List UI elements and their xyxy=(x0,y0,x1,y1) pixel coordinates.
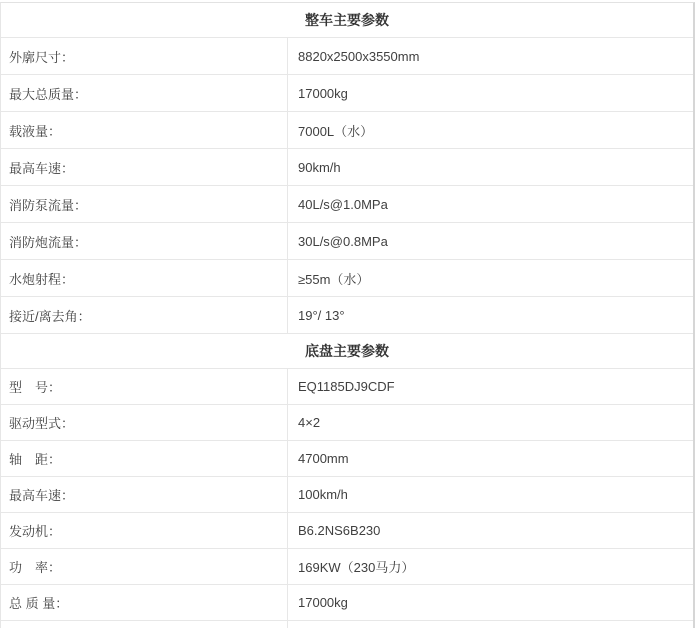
spec-label: 最大总质量： xyxy=(1,75,288,111)
section-title-vehicle: 整车主要参数 xyxy=(1,3,693,38)
spec-label: 驱动型式： xyxy=(1,405,288,440)
spec-value: ≥55m（水） xyxy=(298,271,370,287)
spec-value: 100km/h xyxy=(298,487,348,502)
spec-label xyxy=(1,621,288,628)
table-row xyxy=(1,223,693,260)
table-row xyxy=(1,369,693,405)
spec-label: 水炮射程： xyxy=(1,260,288,296)
spec-label: 功 率： xyxy=(1,549,288,584)
spec-label: 外廓尺寸： xyxy=(1,38,288,74)
spec-label: 最高车速： xyxy=(1,477,288,512)
spec-value: 40L/s@1.0MPa xyxy=(298,196,388,212)
spec-label: 载液量： xyxy=(1,112,288,148)
table-row xyxy=(1,585,693,621)
table-row xyxy=(1,38,693,75)
spec-label: 消防炮流量： xyxy=(1,223,288,259)
section-title-chassis: 底盘主要参数 xyxy=(1,334,693,369)
spec-value: 17000kg xyxy=(298,595,348,610)
spec-value: 4700mm xyxy=(298,451,349,466)
spec-label: 接近/离去角： xyxy=(1,297,288,333)
table-row xyxy=(1,441,693,477)
spec-value: 17000kg xyxy=(298,85,348,101)
table-row xyxy=(1,260,693,297)
spec-label: 发动机： xyxy=(1,513,288,548)
table-row xyxy=(1,149,693,186)
spec-label: 轴 距： xyxy=(1,441,288,476)
spec-value: EQ1185DJ9CDF xyxy=(298,379,395,394)
table-row xyxy=(1,549,693,585)
spec-label: 最高车速： xyxy=(1,149,288,185)
spec-label: 消防泵流量： xyxy=(1,186,288,222)
table-row xyxy=(1,112,693,149)
spec-label: 总 质 量： xyxy=(1,585,288,620)
spec-value: 8820x2500x3550mm xyxy=(298,48,420,64)
table-row xyxy=(1,405,693,441)
table-row xyxy=(1,513,693,549)
spec-value: 4×2 xyxy=(298,415,321,430)
spec-label: 型 号： xyxy=(1,369,288,404)
spec-value: 30L/s@0.8MPa xyxy=(298,233,388,249)
spec-value: 90km/h xyxy=(298,159,341,175)
section-chassis xyxy=(1,369,693,628)
table-row xyxy=(1,297,693,334)
spec-value xyxy=(288,621,693,628)
table-row-cutoff xyxy=(1,621,693,628)
spec-table xyxy=(0,2,695,628)
table-row xyxy=(1,477,693,513)
spec-value: 169KW（230马力） xyxy=(298,560,415,575)
section-vehicle xyxy=(1,38,693,334)
spec-value: 7000L（水） xyxy=(298,123,374,139)
table-row xyxy=(1,186,693,223)
table-row xyxy=(1,75,693,112)
spec-value: 19°/ 13° xyxy=(298,307,345,323)
spec-value: B6.2NS6B230 xyxy=(298,523,381,538)
